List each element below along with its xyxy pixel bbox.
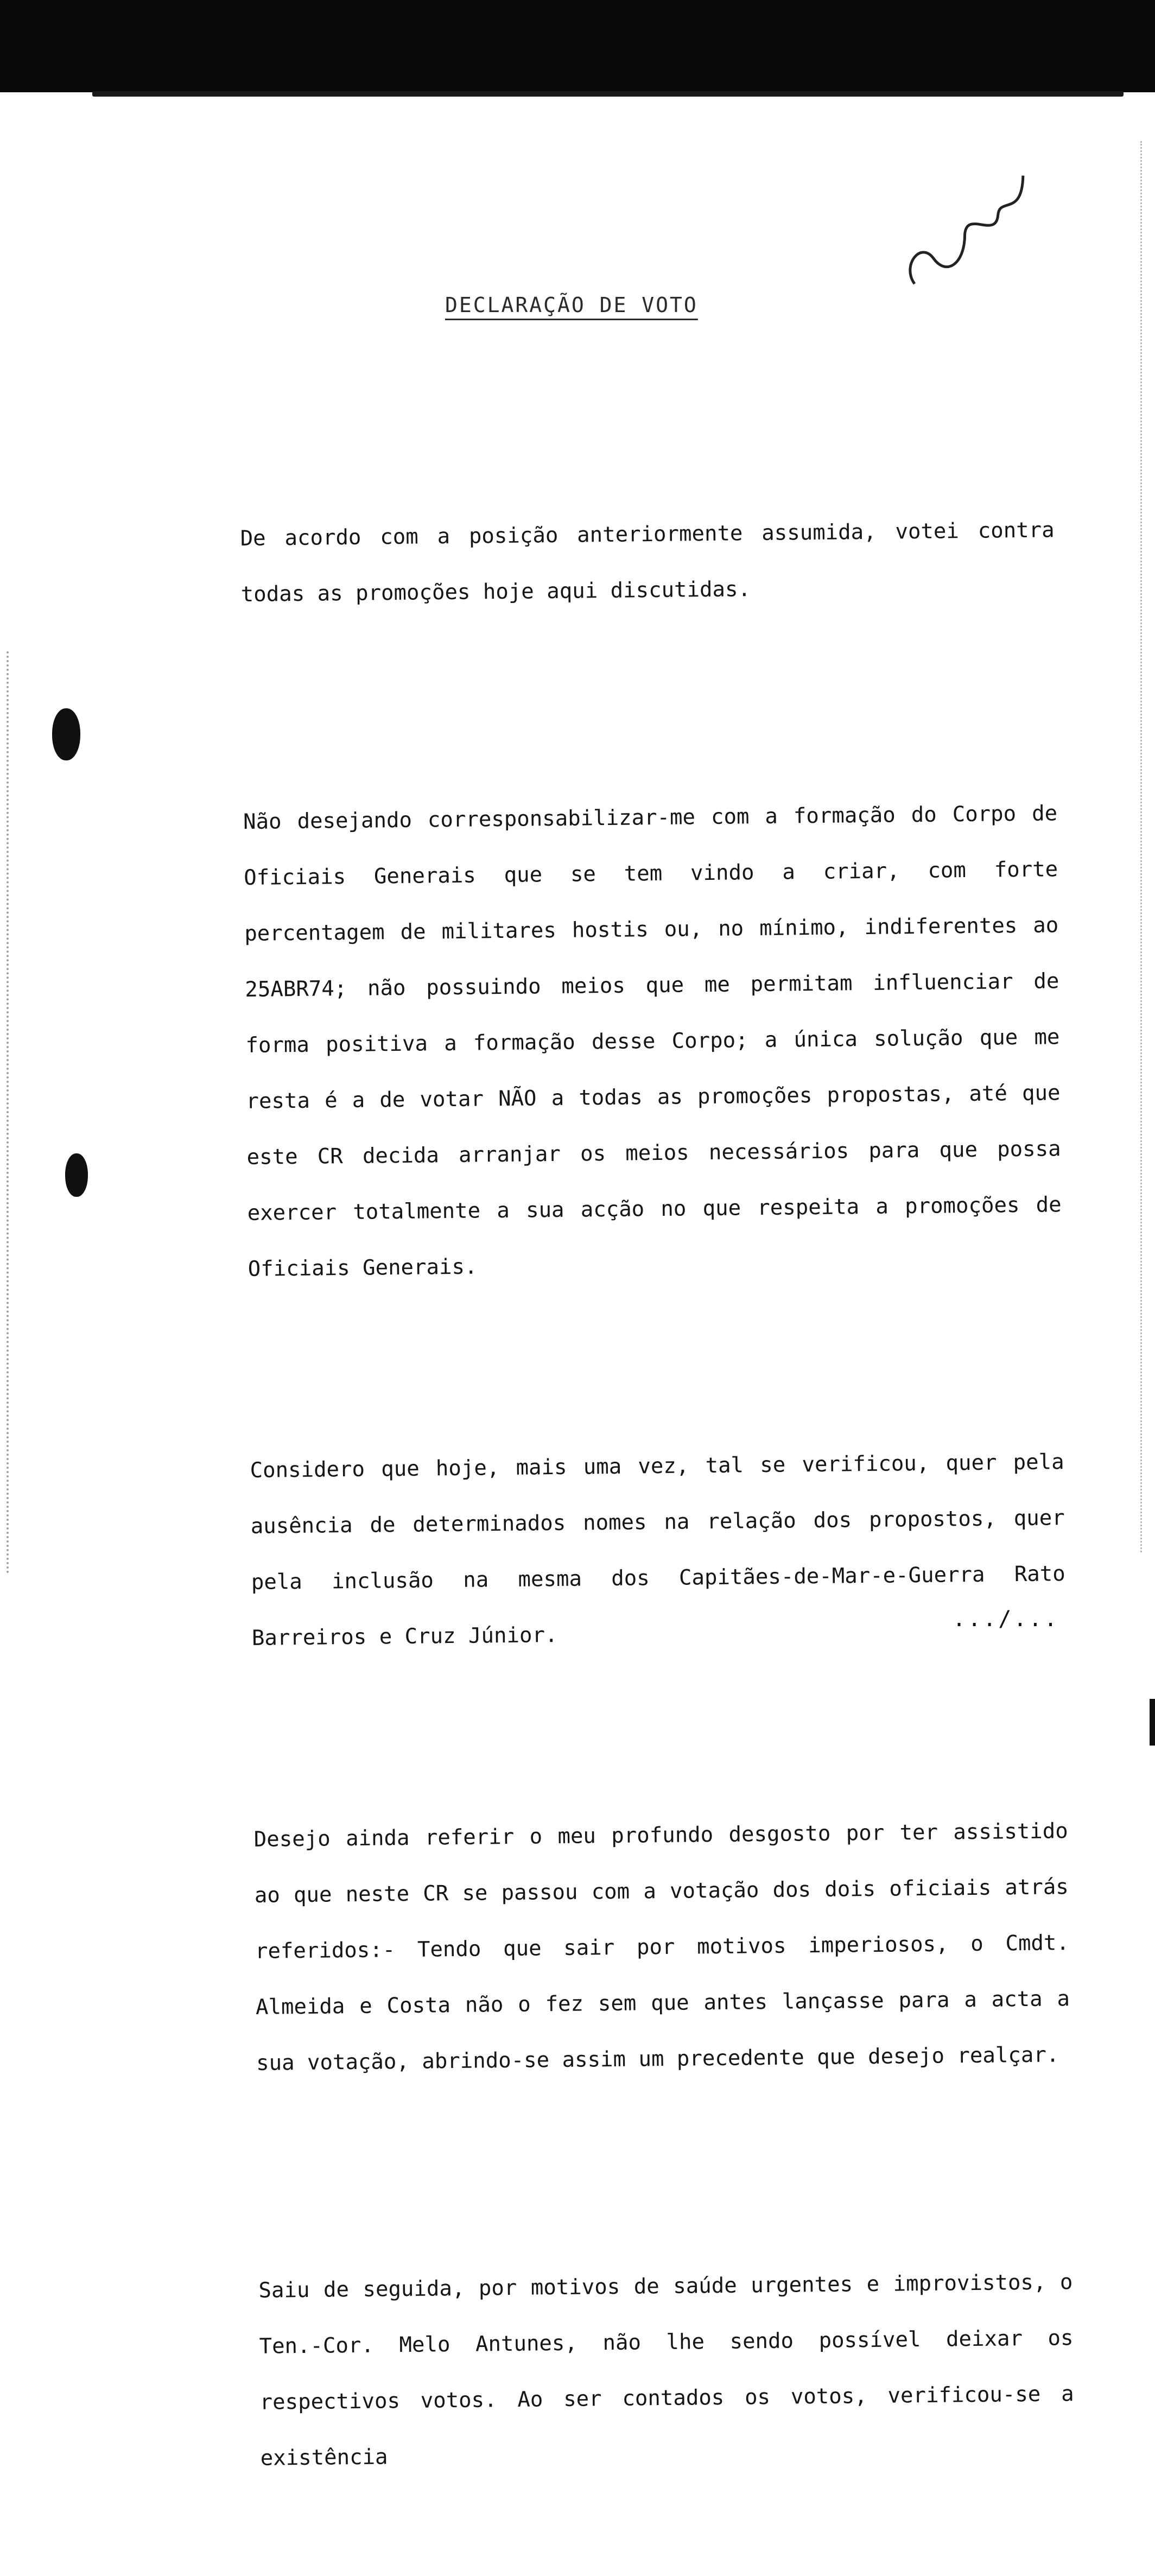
- handwritten-signature: [882, 144, 1069, 304]
- paragraph-5: Saiu de seguida, por motivos de saúde urgentes e improvistos, o Ten.-Cor. Melo Antunes, não lhe sendo possível deixar os respectivos votos. Ao ser contados os votos, verificou-se a existência: [258, 2269, 1087, 2471]
- paragraph-4: Desejo ainda referir o meu profundo desgosto por ter assistido ao que neste CR se passou com a votação dos dois oficiais atrás referidos:- Tendo que sair por motivos imperiosos, o Cmdt. Almeida e Costa não o fez sem que antes lançasse para a acta a sua votação, abrindo-se assim um precedente que desejo realçar.: [253, 1818, 1083, 2076]
- document-title: DECLARAÇÃO DE VOTO: [445, 293, 698, 317]
- signature-stroke-icon: [874, 151, 1062, 303]
- document-body: [239, 390, 1087, 2575]
- paragraph-1: De acordo com a posição anteriormente assumida, votei contra todas as promoções hoje aqui discutidas.: [240, 518, 1068, 607]
- continuation-mark: .../...: [953, 1607, 1059, 1632]
- punch-hole-lower: [65, 1153, 88, 1197]
- paragraph-3: Considero que hoje, mais uma vez, tal se verificou, quer pela ausência de determinados nomes na relação dos propostos, quer pela inclusão na mesma dos Capitães-de-Mar-e-Guerra Rato Barreiros e Cruz Júnior.: [250, 1449, 1078, 1651]
- scan-left-edge: [0, 651, 9, 1574]
- scan-right-edge: [1140, 141, 1145, 1552]
- scan-top-band: [0, 0, 1155, 92]
- scan-bottom-mark: [1150, 1699, 1155, 1746]
- paragraph-2: Não desejando corresponsabilizar-me com a formação do Corpo de Oficiais Generais que se tem vindo a criar, com forte percentagem de militares hostis ou, no mínimo, indiferentes ao 25ABR74; não possuindo meios que me permitam influenciar de forma positiva a formação desse Corpo; a única solução que me resta é a de votar NÃO a todas as promoções propostas, até que este CR decida arranjar os meios necessários para que possa exercer totalmente a sua acção no que respeita a promoções de Oficiais Generais.: [243, 801, 1075, 1281]
- scan-top-rule: [92, 91, 1124, 97]
- punch-hole-upper: [52, 708, 80, 760]
